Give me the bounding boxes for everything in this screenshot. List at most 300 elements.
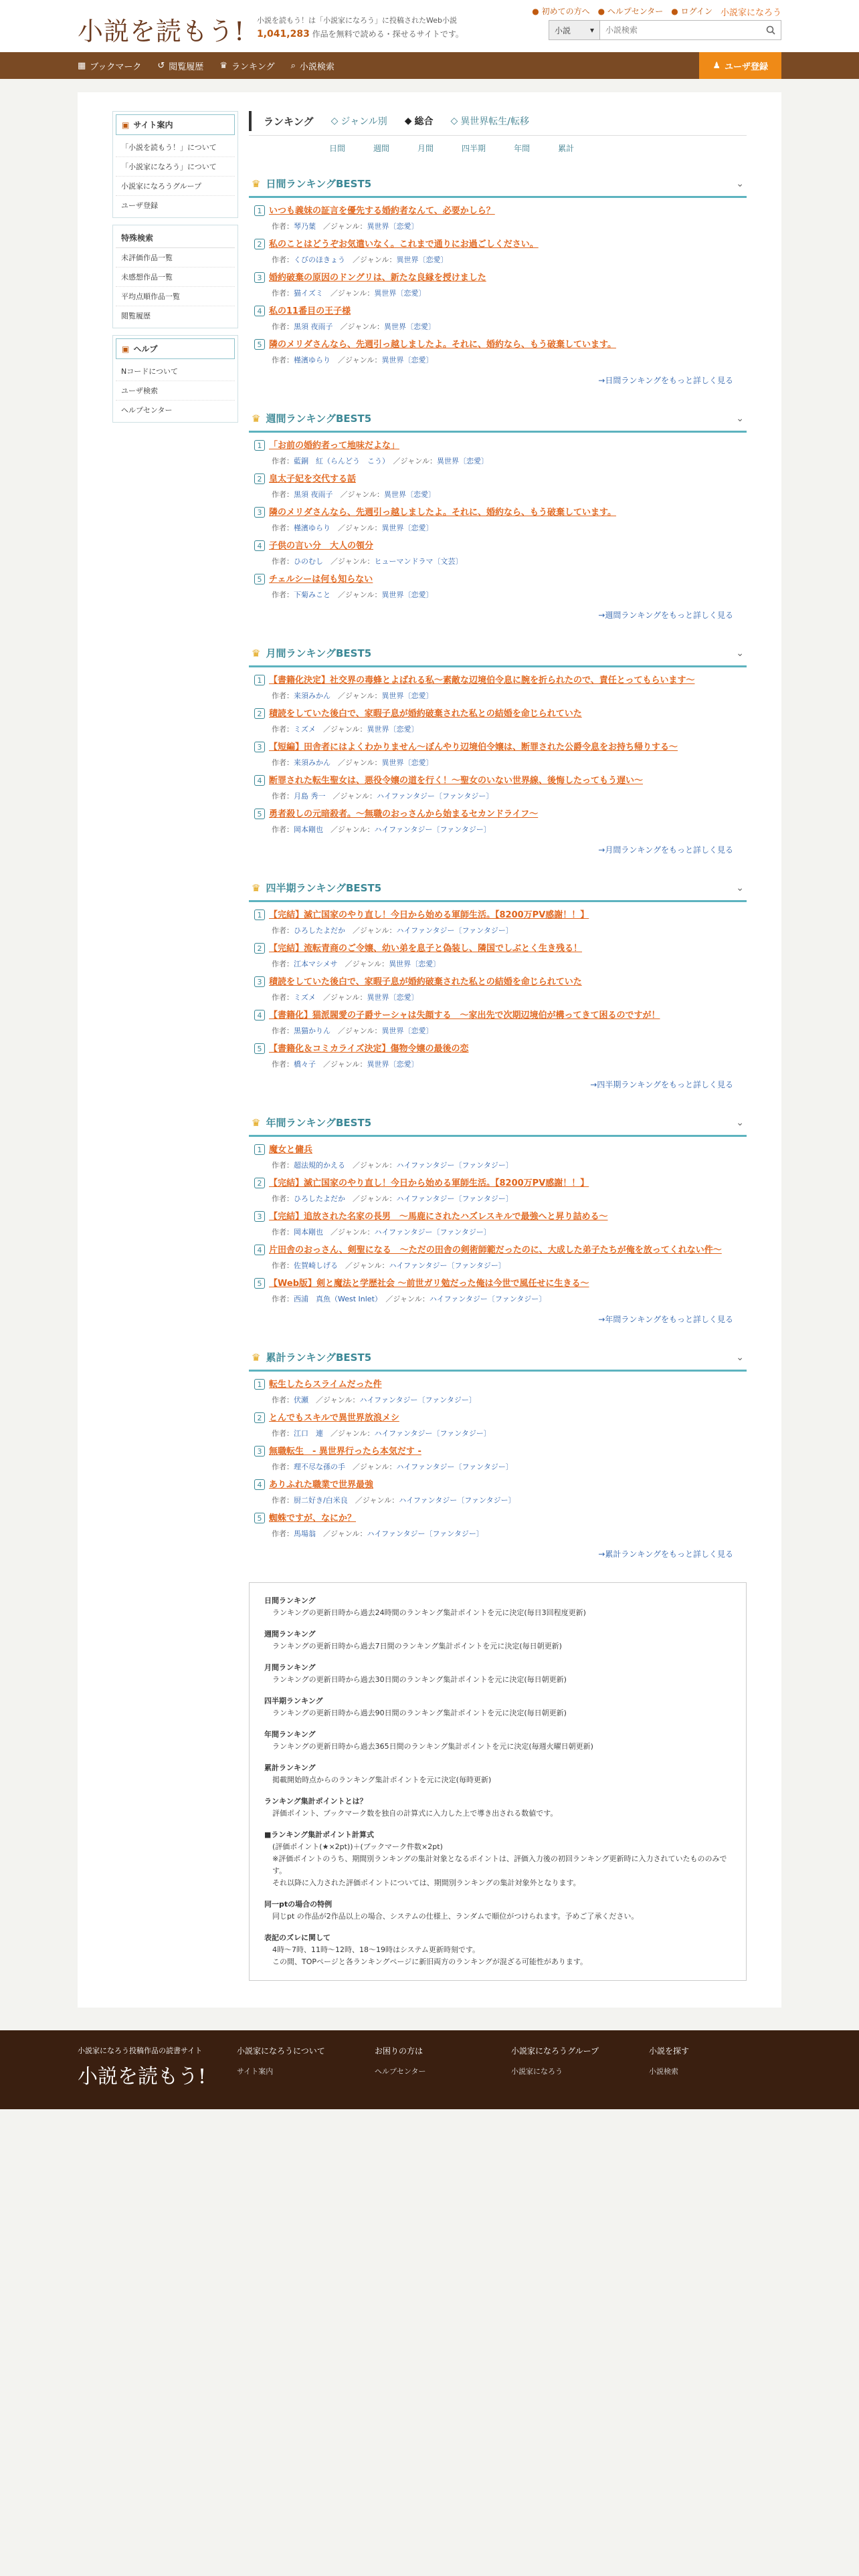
author-link[interactable]: 来須みかん bbox=[294, 758, 330, 767]
help-link-center[interactable]: ヘルプセンター bbox=[121, 406, 173, 415]
special-link-unrated[interactable]: 未評価作品一覧 bbox=[116, 248, 235, 267]
ranking-line bbox=[254, 1177, 741, 1190]
ranking-item bbox=[249, 1237, 747, 1271]
tab-genre[interactable]: ◇ ジャンル別 bbox=[330, 116, 387, 127]
special-link-average[interactable]: 平均点順作品一覧 bbox=[116, 287, 235, 306]
genre-link[interactable]: ハイファンタジー〔ファンタジー〕 bbox=[374, 825, 491, 834]
rank-number: 3 bbox=[254, 976, 265, 987]
ranking-line bbox=[254, 338, 741, 352]
novel-title-link[interactable]: 【書籍化＆コミカライズ決定】傷物令嬢の最後の恋 bbox=[269, 1044, 469, 1054]
section-heading[interactable] bbox=[249, 409, 747, 433]
author-link[interactable]: 槿濱ゆらり bbox=[294, 524, 330, 532]
info-term: 年間ランキング bbox=[264, 1730, 316, 1739]
sidebar bbox=[112, 111, 238, 429]
author-link[interactable]: 江本マシメサ bbox=[294, 960, 338, 968]
genre-label: ジャンル： bbox=[330, 725, 367, 734]
novel-title-link[interactable]: 私のことはどうぞお気遣いなく。これまで通りにお過ごしください。 bbox=[269, 239, 539, 249]
info-description: (評価ポイント(★×2pt))＋(ブックマーク件数×2pt) ※評価ポイントのうち、期間別ランキングの集計対象となるポイントは、評価入力後の初回ランキング更新時に入力されていたもののみです。 それ以降に入力された評価ポイントについては、期間別ランキングの集計対象外となります。 bbox=[272, 1842, 727, 1887]
author-link[interactable]: 西浦 真魚（West Inlet） bbox=[294, 1295, 379, 1303]
novel-meta bbox=[254, 288, 741, 298]
genre-link[interactable]: 異世界〔恋愛〕 bbox=[384, 490, 436, 499]
rank-number: 1 bbox=[254, 909, 265, 920]
chevron-down-icon[interactable]: ⌄ bbox=[736, 178, 744, 189]
narou-logo[interactable]: 小説家になろう bbox=[720, 8, 781, 18]
author-link[interactable]: 猫イズミ bbox=[294, 289, 323, 298]
author-link[interactable]: 超法規的かえる bbox=[294, 1161, 345, 1170]
meta-separator: ／ bbox=[378, 1295, 393, 1303]
author-link[interactable]: 橋々子 bbox=[294, 1060, 316, 1069]
beginner-link[interactable]: ● 初めての方へ bbox=[532, 7, 590, 16]
author-link[interactable]: 馬場翁 bbox=[294, 1529, 316, 1538]
genre-label: ジャンル： bbox=[345, 524, 382, 532]
novel-title-link[interactable]: 【短編】田舎者にはよくわかりません〜ぼんやり辺境伯令嬢は、断罪された公爵令息をお持ち帰りする〜 bbox=[269, 742, 678, 752]
genre-link[interactable]: 異世界〔恋愛〕 bbox=[381, 524, 434, 532]
genre-link[interactable]: 異世界〔恋愛〕 bbox=[374, 289, 426, 298]
novel-meta bbox=[254, 1495, 741, 1505]
site-guide-heading: ▣ サイト案内 bbox=[116, 114, 235, 135]
footer-link[interactable]: 小説家になろう bbox=[511, 2067, 563, 2076]
section-heading[interactable] bbox=[249, 1348, 747, 1372]
nav-bookmark[interactable]: ▦ ブックマーク bbox=[78, 60, 142, 72]
ranking-item bbox=[249, 1405, 747, 1438]
ranking-item bbox=[249, 1170, 747, 1204]
search-icon[interactable] bbox=[761, 21, 781, 39]
novel-title-link[interactable]: 無職転生 - 異世界行ったら本気だす - bbox=[269, 1446, 421, 1457]
info-description: ランキングの更新日時から過去7日間のランキング集計ポイントを元に決定(毎日朝更新) bbox=[272, 1642, 562, 1650]
ranking-info-box bbox=[249, 1582, 747, 1981]
author-label: 作者： bbox=[272, 591, 294, 599]
help-link-user-search[interactable]: ユーザ検索 bbox=[116, 381, 235, 401]
ranking-line bbox=[254, 506, 741, 520]
more-ranking-link[interactable]: →週間ランキングをもっと詳しく見る bbox=[598, 611, 733, 620]
genre-link[interactable]: 異世界〔恋愛〕 bbox=[367, 993, 419, 1002]
crown-icon: ♛ bbox=[252, 412, 261, 425]
ranking-item bbox=[249, 500, 747, 533]
author-link[interactable]: 来須みかん bbox=[294, 691, 330, 700]
crown-icon: ♛ bbox=[219, 60, 227, 71]
guide-link-yomou[interactable]: 「小説を読もう！」について bbox=[116, 138, 235, 157]
genre-label: ジャンル： bbox=[330, 993, 367, 1002]
rank-number: 2 bbox=[254, 708, 265, 719]
period-tab-weekly[interactable]: 週間 bbox=[373, 144, 390, 153]
work-count: 1,041,283 作品を無料で読める・探せるサイトです。 bbox=[257, 29, 464, 39]
genre-label: ジャンル： bbox=[353, 1261, 389, 1270]
rank-number: 3 bbox=[254, 1211, 265, 1222]
genre-link[interactable]: ハイファンタジー〔ファンタジー〕 bbox=[377, 792, 494, 800]
footer-col-title: 小説家になろうについて bbox=[237, 2046, 325, 2056]
chevron-down-icon[interactable]: ⌄ bbox=[736, 1117, 744, 1128]
author-label: 作者： bbox=[272, 457, 294, 465]
ranking-item bbox=[249, 1372, 747, 1405]
genre-link[interactable]: ハイファンタジー〔ファンタジー〕 bbox=[396, 1161, 513, 1170]
novel-meta bbox=[254, 1059, 741, 1069]
section-heading[interactable] bbox=[249, 643, 747, 667]
rank-number: 1 bbox=[254, 440, 265, 451]
footer-col-about bbox=[237, 2045, 325, 2080]
rank-number: 2 bbox=[254, 943, 265, 954]
novel-title-link[interactable]: 皇太子妃を交代する話 bbox=[269, 474, 357, 484]
meta-separator: ／ bbox=[323, 1429, 338, 1438]
guide-link-narou[interactable]: 「小説家になろう」について bbox=[116, 157, 235, 177]
chevron-down-icon[interactable]: ⌄ bbox=[736, 647, 744, 659]
genre-label: ジャンル： bbox=[360, 926, 397, 935]
ranking-line bbox=[254, 909, 741, 922]
author-link[interactable]: 岡本剛也 bbox=[294, 825, 323, 834]
genre-link[interactable]: ハイファンタジー〔ファンタジー〕 bbox=[396, 1463, 513, 1471]
genre-label: ジャンル： bbox=[347, 490, 385, 499]
ranking-item bbox=[249, 298, 747, 332]
author-label: 作者： bbox=[272, 825, 294, 834]
login-link[interactable]: ● ログイン bbox=[671, 7, 712, 16]
author-label: 作者： bbox=[272, 289, 294, 298]
genre-link[interactable]: 異世界〔恋愛〕 bbox=[381, 591, 434, 599]
genre-link[interactable]: ハイファンタジー〔ファンタジー〕 bbox=[389, 1261, 506, 1270]
footer-col-group bbox=[511, 2045, 599, 2080]
guide-link-register[interactable]: ユーザ登録 bbox=[121, 201, 158, 210]
ranking-section bbox=[249, 878, 747, 1090]
genre-link[interactable]: 異世界〔恋愛〕 bbox=[367, 725, 419, 734]
nav-ranking[interactable]: ♛ ランキング bbox=[219, 60, 275, 72]
novel-title-link[interactable]: 隣のメリダさんなら、先週引っ越しましたよ。それに、婚約なら、もう破棄しています。 bbox=[269, 340, 616, 350]
footer-link[interactable]: 小説検索 bbox=[649, 2067, 678, 2076]
novel-meta bbox=[254, 1394, 741, 1405]
section-title: 四半期ランキングBEST5 bbox=[266, 882, 382, 894]
footer-tagline: 小説家になろう投稿作品の読書サイト bbox=[78, 2046, 203, 2055]
author-link[interactable]: ミズメ bbox=[294, 725, 316, 734]
meta-separator: ／ bbox=[330, 524, 345, 532]
genre-link[interactable]: 異世界〔恋愛〕 bbox=[437, 457, 489, 465]
novel-title-link[interactable]: いつも義妹の証言を優先する婚約者なんて、必要かしら？ bbox=[269, 206, 495, 216]
genre-link[interactable]: ハイファンタジー〔ファンタジー〕 bbox=[374, 1228, 491, 1237]
ranking-line bbox=[254, 774, 741, 788]
search-icon: ⌕ bbox=[290, 60, 296, 71]
footer-col-find bbox=[649, 2045, 689, 2080]
section-title: 日間ランキングBEST5 bbox=[266, 178, 372, 190]
user-icon: ♟ bbox=[712, 60, 721, 71]
help-heading: ▣ ヘルプ bbox=[116, 338, 235, 359]
ranking-item bbox=[249, 1204, 747, 1237]
footer-link[interactable]: サイト案内 bbox=[237, 2067, 274, 2076]
guide-link-group[interactable]: 小説家になろうグループ bbox=[116, 177, 235, 196]
genre-link[interactable]: ハイファンタジー〔ファンタジー〕 bbox=[399, 1496, 516, 1505]
author-link[interactable]: ひろしたよだか bbox=[294, 926, 345, 935]
novel-title-link[interactable]: 転生したらスライムだった件 bbox=[269, 1380, 382, 1390]
ranking-line bbox=[254, 1210, 741, 1224]
more-ranking-link[interactable]: →累計ランキングをもっと詳しく見る bbox=[598, 1549, 733, 1559]
ranking-line bbox=[254, 272, 741, 285]
novel-title-link[interactable]: 【書籍化】猫派閥愛の子爵サーシャは失顔する 〜家出先で次期辺境伯が構ってきて困るのですが！ bbox=[269, 1010, 660, 1021]
info-description: ランキングの更新日時から過去30日間のランキング集計ポイントを元に決定(毎日朝更新) bbox=[272, 1675, 567, 1684]
author-link[interactable]: 槿濱ゆらり bbox=[294, 356, 330, 364]
author-link[interactable]: 厨二好き/白米良 bbox=[294, 1496, 348, 1505]
genre-link[interactable]: ハイファンタジー〔ファンタジー〕 bbox=[367, 1529, 484, 1538]
genre-link[interactable]: ハイファンタジー〔ファンタジー〕 bbox=[396, 1194, 513, 1203]
info-term: 表記のズレに関して bbox=[264, 1933, 330, 1942]
chevron-down-icon[interactable]: ⌄ bbox=[736, 1352, 744, 1363]
ranking-line bbox=[254, 1512, 741, 1525]
author-link[interactable]: 下菊みこと bbox=[294, 591, 330, 599]
author-label: 作者： bbox=[272, 758, 294, 767]
diamond-filled-icon: ◆ bbox=[404, 116, 412, 126]
page-container bbox=[78, 92, 781, 2008]
tab-overall[interactable]: ◆ 総合 bbox=[404, 116, 434, 127]
meta-separator: ／ bbox=[338, 1261, 353, 1270]
meta-separator: ／ bbox=[316, 222, 330, 231]
meta-separator: ／ bbox=[332, 490, 348, 499]
search-input[interactable] bbox=[600, 21, 761, 39]
novel-title-link[interactable]: 蜘蛛ですが、なにか？ bbox=[269, 1513, 357, 1523]
genre-label: ジャンル： bbox=[360, 1463, 397, 1471]
author-link[interactable]: 岡本剛也 bbox=[294, 1228, 323, 1237]
author-label: 作者： bbox=[272, 1027, 294, 1035]
ranking-line bbox=[254, 1009, 741, 1023]
diamond-outline-icon: ◇ bbox=[330, 116, 339, 126]
genre-label: ジャンル： bbox=[330, 1060, 367, 1069]
help-link-ncode[interactable]: Nコードについて bbox=[116, 362, 235, 381]
author-link[interactable]: くびのほきょう bbox=[294, 255, 345, 264]
genre-label: ジャンル： bbox=[393, 1295, 430, 1303]
ranking-tabs bbox=[249, 111, 747, 131]
novel-title-link[interactable]: 子供の言い分 大人の領分 bbox=[269, 541, 374, 551]
genre-label: ジャンル： bbox=[360, 1194, 397, 1203]
register-button[interactable]: ♟ ユーザ登録 bbox=[699, 52, 781, 79]
author-link[interactable]: 月島 秀一 bbox=[294, 792, 326, 800]
tab-isekai[interactable]: ◇ 異世界転生/転移 bbox=[450, 116, 529, 127]
footer-link[interactable]: ヘルプセンター bbox=[375, 2067, 426, 2076]
footer-col-title: 小説家になろうグループ bbox=[511, 2046, 599, 2056]
novel-meta bbox=[254, 824, 741, 835]
author-link[interactable]: ひろしたよだか bbox=[294, 1194, 345, 1203]
novel-meta bbox=[254, 790, 741, 801]
ranking-line bbox=[254, 1043, 741, 1056]
footer-col-help bbox=[375, 2045, 425, 2080]
novel-title-link[interactable]: 片田舎のおっさん、剣聖になる 〜ただの田舎の剣術師範だったのに、大成した弟子たちが俺を放ってくれない件〜 bbox=[269, 1245, 722, 1255]
info-description: ランキングの更新日時から過去90日間のランキング集計ポイントを元に決定(毎日朝更新) bbox=[272, 1709, 567, 1717]
top-links bbox=[532, 5, 781, 18]
author-link[interactable]: 黒須 夜雨子 bbox=[294, 322, 333, 331]
genre-link[interactable]: 異世界〔恋愛〕 bbox=[367, 1060, 419, 1069]
ranking-line bbox=[254, 238, 741, 251]
author-label: 作者： bbox=[272, 1060, 294, 1069]
info-term: 累計ランキング bbox=[264, 1763, 316, 1772]
meta-separator: ／ bbox=[345, 1194, 360, 1203]
rank-number: 1 bbox=[254, 205, 265, 216]
author-label: 作者： bbox=[272, 725, 294, 734]
crown-icon: ♛ bbox=[252, 1351, 261, 1364]
novel-meta bbox=[254, 254, 741, 265]
genre-label: ジャンル： bbox=[360, 1161, 397, 1170]
period-tab-daily[interactable]: 日間 bbox=[329, 144, 346, 153]
genre-link[interactable]: 異世界〔恋愛〕 bbox=[396, 255, 448, 264]
novel-title-link[interactable]: 積読をしていた後白で、家暇子息が婚約破棄された私との結婚を命じられていた bbox=[269, 709, 582, 719]
novel-title-link[interactable]: 婚約破棄の原因のドングリは、新たな良縁を授けました bbox=[269, 273, 486, 283]
genre-link[interactable]: ハイファンタジー〔ファンタジー〕 bbox=[429, 1295, 547, 1303]
genre-link[interactable]: 異世界〔恋愛〕 bbox=[381, 758, 434, 767]
novel-title-link[interactable]: 【完結】追放された名家の長男 〜馬鹿にされたハズレスキルで最強へと昇り詰める〜 bbox=[269, 1212, 608, 1222]
author-label: 作者： bbox=[272, 1396, 294, 1404]
genre-label: ジャンル： bbox=[352, 960, 389, 968]
help-box bbox=[112, 335, 238, 423]
bookmark-icon: ▦ bbox=[78, 60, 86, 71]
ranking-item bbox=[249, 768, 747, 801]
author-label: 作者： bbox=[272, 1429, 294, 1438]
novel-meta bbox=[254, 1293, 741, 1304]
search-type-select[interactable]: 小説 ▾ bbox=[549, 21, 600, 39]
author-label: 作者： bbox=[272, 1463, 294, 1471]
author-link[interactable]: 黒須 夜雨子 bbox=[294, 490, 333, 499]
rank-number: 4 bbox=[254, 1010, 265, 1021]
genre-link[interactable]: 異世界〔恋愛〕 bbox=[367, 222, 419, 231]
rank-number: 4 bbox=[254, 1479, 265, 1490]
novel-meta bbox=[254, 522, 741, 533]
ranking-section bbox=[249, 1113, 747, 1325]
novel-title-link[interactable]: 【書籍化決定】社交界の毒蜂とよばれる私〜素敵な辺境伯令息に腕を折られたので、責任とってもらいます〜 bbox=[269, 675, 695, 685]
novel-meta bbox=[254, 489, 741, 500]
info-description: ランキングの更新日時から過去365日間のランキング集計ポイントを元に決定(毎週火曜日朝更新) bbox=[272, 1742, 593, 1751]
author-link[interactable]: ミズメ bbox=[294, 993, 316, 1002]
meta-separator: ／ bbox=[330, 591, 345, 599]
ranking-item bbox=[249, 1472, 747, 1505]
genre-link[interactable]: 異世界〔恋愛〕 bbox=[384, 322, 436, 331]
footer-brand bbox=[78, 2045, 206, 2089]
ranking-item bbox=[249, 936, 747, 969]
genre-label: ジャンル： bbox=[330, 222, 367, 231]
special-link-history[interactable]: 閲覧履歴 bbox=[121, 312, 151, 320]
site-logo[interactable]: 小説を読もう! bbox=[78, 17, 246, 46]
genre-label: ジャンル： bbox=[362, 1496, 399, 1505]
info-term: 同一ptの場合の特例 bbox=[264, 1900, 332, 1909]
author-link[interactable]: 江口 連 bbox=[294, 1429, 323, 1438]
rank-number: 5 bbox=[254, 1513, 265, 1523]
novel-title-link[interactable]: ありふれた職業で世界最強 bbox=[269, 1480, 374, 1490]
meta-separator: ／ bbox=[316, 1060, 330, 1069]
tab-divider bbox=[249, 135, 747, 136]
meta-separator: ／ bbox=[316, 1529, 330, 1538]
genre-link[interactable]: 異世界〔恋愛〕 bbox=[381, 1027, 434, 1035]
section-title-wrap bbox=[252, 881, 381, 895]
author-link[interactable]: 藍銅 紅（らんどう こう） bbox=[294, 457, 386, 465]
special-link-noreview[interactable]: 未感想作品一覧 bbox=[116, 267, 235, 287]
genre-label: ジャンル： bbox=[360, 255, 397, 264]
novel-title-link[interactable]: 魔女と傭兵 bbox=[269, 1145, 313, 1155]
genre-label: ジャンル： bbox=[338, 1228, 375, 1237]
ranking-item bbox=[249, 433, 747, 466]
genre-link[interactable]: ハイファンタジー〔ファンタジー〕 bbox=[359, 1396, 476, 1404]
novel-title-link[interactable]: 【完結】滅亡国家のやり直し！今日から始める軍師生活。【8200万PV感謝！！】 bbox=[269, 910, 589, 920]
author-link[interactable]: ひのむし bbox=[294, 557, 323, 566]
history-icon: ↺ bbox=[157, 60, 165, 71]
rank-number: 2 bbox=[254, 1178, 265, 1188]
genre-link[interactable]: ハイファンタジー〔ファンタジー〕 bbox=[374, 1429, 491, 1438]
novel-title-link[interactable]: とんでもスキルで異世界放浪メシ bbox=[269, 1413, 399, 1423]
ranking-item bbox=[249, 466, 747, 500]
author-link[interactable]: 伏瀬 bbox=[294, 1396, 308, 1404]
footer-logo[interactable]: 小説を読もう! bbox=[78, 2065, 207, 2088]
period-tab-total[interactable]: 累計 bbox=[558, 144, 575, 153]
novel-title-link[interactable]: チェルシーは何も知らない bbox=[269, 574, 373, 584]
genre-link[interactable]: 異世界〔恋愛〕 bbox=[381, 691, 434, 700]
genre-link[interactable]: 異世界〔恋愛〕 bbox=[381, 356, 434, 364]
genre-label: ジャンル： bbox=[330, 1529, 367, 1538]
rank-number: 2 bbox=[254, 239, 265, 249]
info-term: 四半期ランキング bbox=[264, 1697, 323, 1705]
genre-link[interactable]: 異世界〔恋愛〕 bbox=[389, 960, 441, 968]
period-tab-yearly[interactable]: 年間 bbox=[514, 144, 531, 153]
nav-history[interactable]: ↺ 閲覧履歴 bbox=[157, 60, 204, 72]
novel-title-link[interactable]: 【完結】流転青商のご令嬢、幼い弟を息子と偽装し、隣国でしぶとく生き残る！ bbox=[269, 944, 583, 954]
genre-link[interactable]: ハイファンタジー〔ファンタジー〕 bbox=[396, 926, 513, 935]
novel-title-link[interactable]: 隣のメリダさんなら、先週引っ越しましたよ。それに、婚約なら、もう破棄しています。 bbox=[269, 508, 616, 518]
novel-title-link[interactable]: 勇者殺しの元暗殺者。〜無職のおっさんから始まるセカンドライフ〜 bbox=[269, 809, 539, 819]
chevron-down-icon[interactable]: ⌄ bbox=[736, 882, 744, 893]
novel-meta bbox=[254, 992, 741, 1002]
novel-title-link[interactable]: 断罪された転生聖女は、悪役令嬢の道を行く！〜聖女のいない世界線、後悔したってもう遅い〜 bbox=[269, 776, 644, 786]
crown-icon: ♛ bbox=[252, 647, 261, 659]
ranking-item bbox=[249, 1137, 747, 1170]
author-link[interactable]: 佐賀崎しげる bbox=[294, 1261, 338, 1270]
rank-number: 5 bbox=[254, 339, 265, 350]
section-title: 累計ランキングBEST5 bbox=[266, 1352, 372, 1364]
author-label: 作者： bbox=[272, 1194, 294, 1203]
more-ranking-link[interactable]: →月間ランキングをもっと詳しく見る bbox=[598, 845, 733, 855]
author-label: 作者： bbox=[272, 1529, 294, 1538]
novel-title-link[interactable]: 【完結】滅亡国家のやり直し！今日から始める軍師生活。【8200万PV感謝！！】 bbox=[269, 1178, 589, 1188]
help-center-link[interactable]: ● ヘルプセンター bbox=[597, 7, 664, 16]
section-title-wrap bbox=[252, 1350, 371, 1364]
author-label: 作者： bbox=[272, 960, 294, 968]
meta-separator: ／ bbox=[330, 691, 345, 700]
more-ranking-link[interactable]: →日間ランキングをもっと詳しく見る bbox=[598, 376, 733, 385]
genre-link[interactable]: ヒューマンドラマ〔文芸〕 bbox=[374, 557, 463, 566]
ranking-item bbox=[249, 265, 747, 298]
author-link[interactable]: 理不尽な孫の手 bbox=[294, 1463, 345, 1471]
section-title: 週間ランキングBEST5 bbox=[266, 413, 372, 425]
ranking-item bbox=[249, 1036, 747, 1069]
section-heading[interactable] bbox=[249, 1113, 747, 1137]
info-description: 4時〜7時、11時〜12時、18〜19時はシステム更新時刻です。 この間、TOPページと各ランキングページに新旧両方のランキングが混ざる可能性があります。 bbox=[272, 1945, 588, 1966]
meta-separator: ／ bbox=[345, 1161, 360, 1170]
ranking-line bbox=[254, 205, 741, 218]
more-ranking-link[interactable]: →四半期ランキングをもっと詳しく見る bbox=[590, 1080, 733, 1089]
ranking-item bbox=[249, 902, 747, 936]
ranking-line bbox=[254, 573, 741, 586]
novel-title-link[interactable]: 「お前の婚約者って地味だよな」 bbox=[269, 441, 400, 451]
novel-meta bbox=[254, 1528, 741, 1539]
chevron-down-icon[interactable]: ⌄ bbox=[736, 413, 744, 424]
author-link[interactable]: 琴乃葉 bbox=[294, 222, 316, 231]
genre-label: ジャンル： bbox=[340, 792, 377, 800]
novel-meta bbox=[254, 354, 741, 365]
crown-icon: ♛ bbox=[252, 1116, 261, 1129]
ranking-line bbox=[254, 305, 741, 318]
novel-title-link[interactable]: 私の11番目の王子様 bbox=[269, 306, 351, 316]
novel-title-link[interactable]: 【Web版】剣と魔法と学歴社会 〜前世ガリ勉だった俺は今世で風任せに生きる〜 bbox=[269, 1279, 589, 1289]
ranking-section bbox=[249, 643, 747, 855]
author-link[interactable]: 黒猫かりん bbox=[294, 1027, 330, 1035]
author-label: 作者： bbox=[272, 1228, 294, 1237]
period-tab-monthly[interactable]: 月間 bbox=[417, 144, 434, 153]
ranking-item bbox=[249, 533, 747, 566]
more-ranking-link[interactable]: →年間ランキングをもっと詳しく見る bbox=[598, 1315, 733, 1324]
novel-title-link[interactable]: 積読をしていた後白で、家暇子息が婚約破棄された私との結婚を命じられていた bbox=[269, 977, 582, 987]
period-tab-quarterly[interactable]: 四半期 bbox=[462, 144, 486, 153]
nav-search[interactable]: ⌕ 小説検索 bbox=[290, 60, 335, 72]
section-heading[interactable] bbox=[249, 174, 747, 198]
genre-label: ジャンル： bbox=[345, 758, 382, 767]
genre-label: ジャンル： bbox=[337, 289, 375, 298]
section-heading[interactable] bbox=[249, 878, 747, 902]
genre-label: ジャンル： bbox=[345, 1027, 382, 1035]
